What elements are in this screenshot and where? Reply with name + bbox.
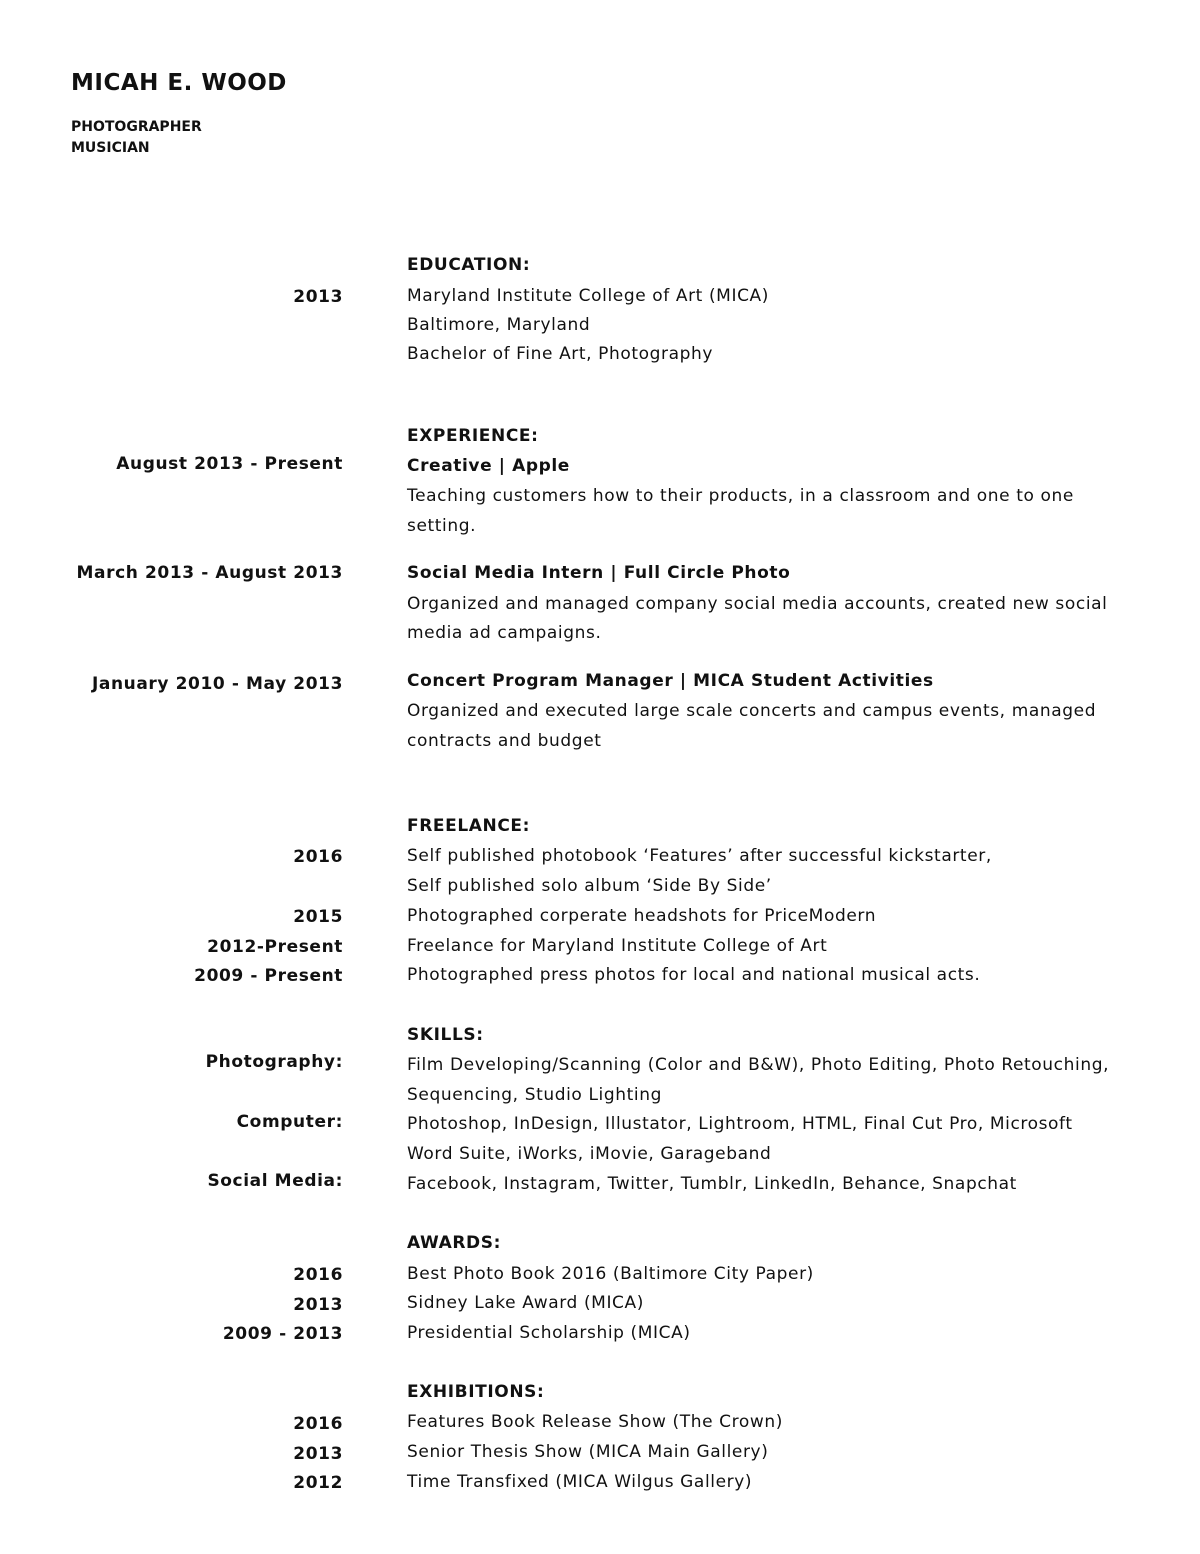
experience-heading: EXPERIENCE: (407, 426, 539, 446)
job-title: Creative | Apple (407, 456, 570, 476)
award-item: Presidential Scholarship (MICA) (407, 1323, 691, 1343)
exhibition-year: 2016 (293, 1414, 343, 1434)
freelance-year: 2009 - Present (194, 966, 343, 986)
job-description: Teaching customers how to their products, in a classroom and one to one (407, 486, 1074, 506)
job-dates: January 2010 - May 2013 (91, 674, 343, 694)
exhibition-year: 2012 (293, 1473, 343, 1493)
freelance-item: Self published photobook ‘Features’ after successful kickstarter, (407, 846, 992, 866)
skill-category: Computer: (236, 1112, 343, 1132)
skill-list: Word Suite, iWorks, iMovie, Garageband (407, 1144, 772, 1164)
education-heading: EDUCATION: (407, 255, 531, 275)
job-description: Organized and executed large scale concerts and campus events, managed (407, 701, 1097, 721)
education-school: Maryland Institute College of Art (MICA) (407, 286, 769, 306)
job-dates: March 2013 - August 2013 (76, 563, 343, 583)
exhibition-item: Features Book Release Show (The Crown) (407, 1412, 783, 1432)
freelance-item: Self published solo album ‘Side By Side’ (407, 876, 772, 896)
skill-list: Sequencing, Studio Lighting (407, 1085, 662, 1105)
exhibitions-heading: EXHIBITIONS: (407, 1382, 545, 1402)
job-description: Organized and managed company social media accounts, created new social (407, 594, 1108, 614)
skill-category: Photography: (205, 1052, 343, 1072)
skill-category: Social Media: (207, 1171, 343, 1191)
exhibition-item: Senior Thesis Show (MICA Main Gallery) (407, 1442, 769, 1462)
skills-heading: SKILLS: (407, 1025, 484, 1045)
exhibition-item: Time Transfixed (MICA Wilgus Gallery) (407, 1472, 753, 1492)
resume-name: MICAH E. WOOD (71, 70, 287, 96)
job-dates: August 2013 - Present (116, 454, 343, 474)
role-photographer: PHOTOGRAPHER (71, 119, 202, 135)
job-title: Social Media Intern | Full Circle Photo (407, 563, 791, 583)
education-year: 2013 (293, 287, 343, 307)
award-item: Sidney Lake Award (MICA) (407, 1293, 644, 1313)
freelance-item: Photographed corperate headshots for PriceModern (407, 906, 877, 926)
award-year: 2013 (293, 1295, 343, 1315)
job-title: Concert Program Manager | MICA Student Activities (407, 671, 934, 691)
exhibition-year: 2013 (293, 1444, 343, 1464)
freelance-item: Freelance for Maryland Institute College of Art (407, 936, 828, 956)
freelance-year: 2012-Present (207, 937, 343, 957)
role-musician: MUSICIAN (71, 140, 150, 156)
skill-list: Photoshop, InDesign, Illustator, Lightroom, HTML, Final Cut Pro, Microsoft (407, 1114, 1073, 1134)
job-description: media ad campaigns. (407, 623, 602, 643)
skill-list: Film Developing/Scanning (Color and B&W), Photo Editing, Photo Retouching, (407, 1055, 1110, 1075)
freelance-year: 2016 (293, 847, 343, 867)
freelance-heading: FREELANCE: (407, 816, 531, 836)
awards-heading: AWARDS: (407, 1233, 501, 1253)
freelance-year: 2015 (293, 907, 343, 927)
education-degree: Bachelor of Fine Art, Photography (407, 344, 714, 364)
job-description: contracts and budget (407, 731, 602, 751)
award-year: 2016 (293, 1265, 343, 1285)
skill-list: Facebook, Instagram, Twitter, Tumblr, LinkedIn, Behance, Snapchat (407, 1174, 1017, 1194)
freelance-item: Photographed press photos for local and national musical acts. (407, 965, 981, 985)
job-description: setting. (407, 516, 477, 536)
award-item: Best Photo Book 2016 (Baltimore City Paper) (407, 1264, 814, 1284)
education-location: Baltimore, Maryland (407, 315, 591, 335)
award-year: 2009 - 2013 (222, 1324, 343, 1344)
